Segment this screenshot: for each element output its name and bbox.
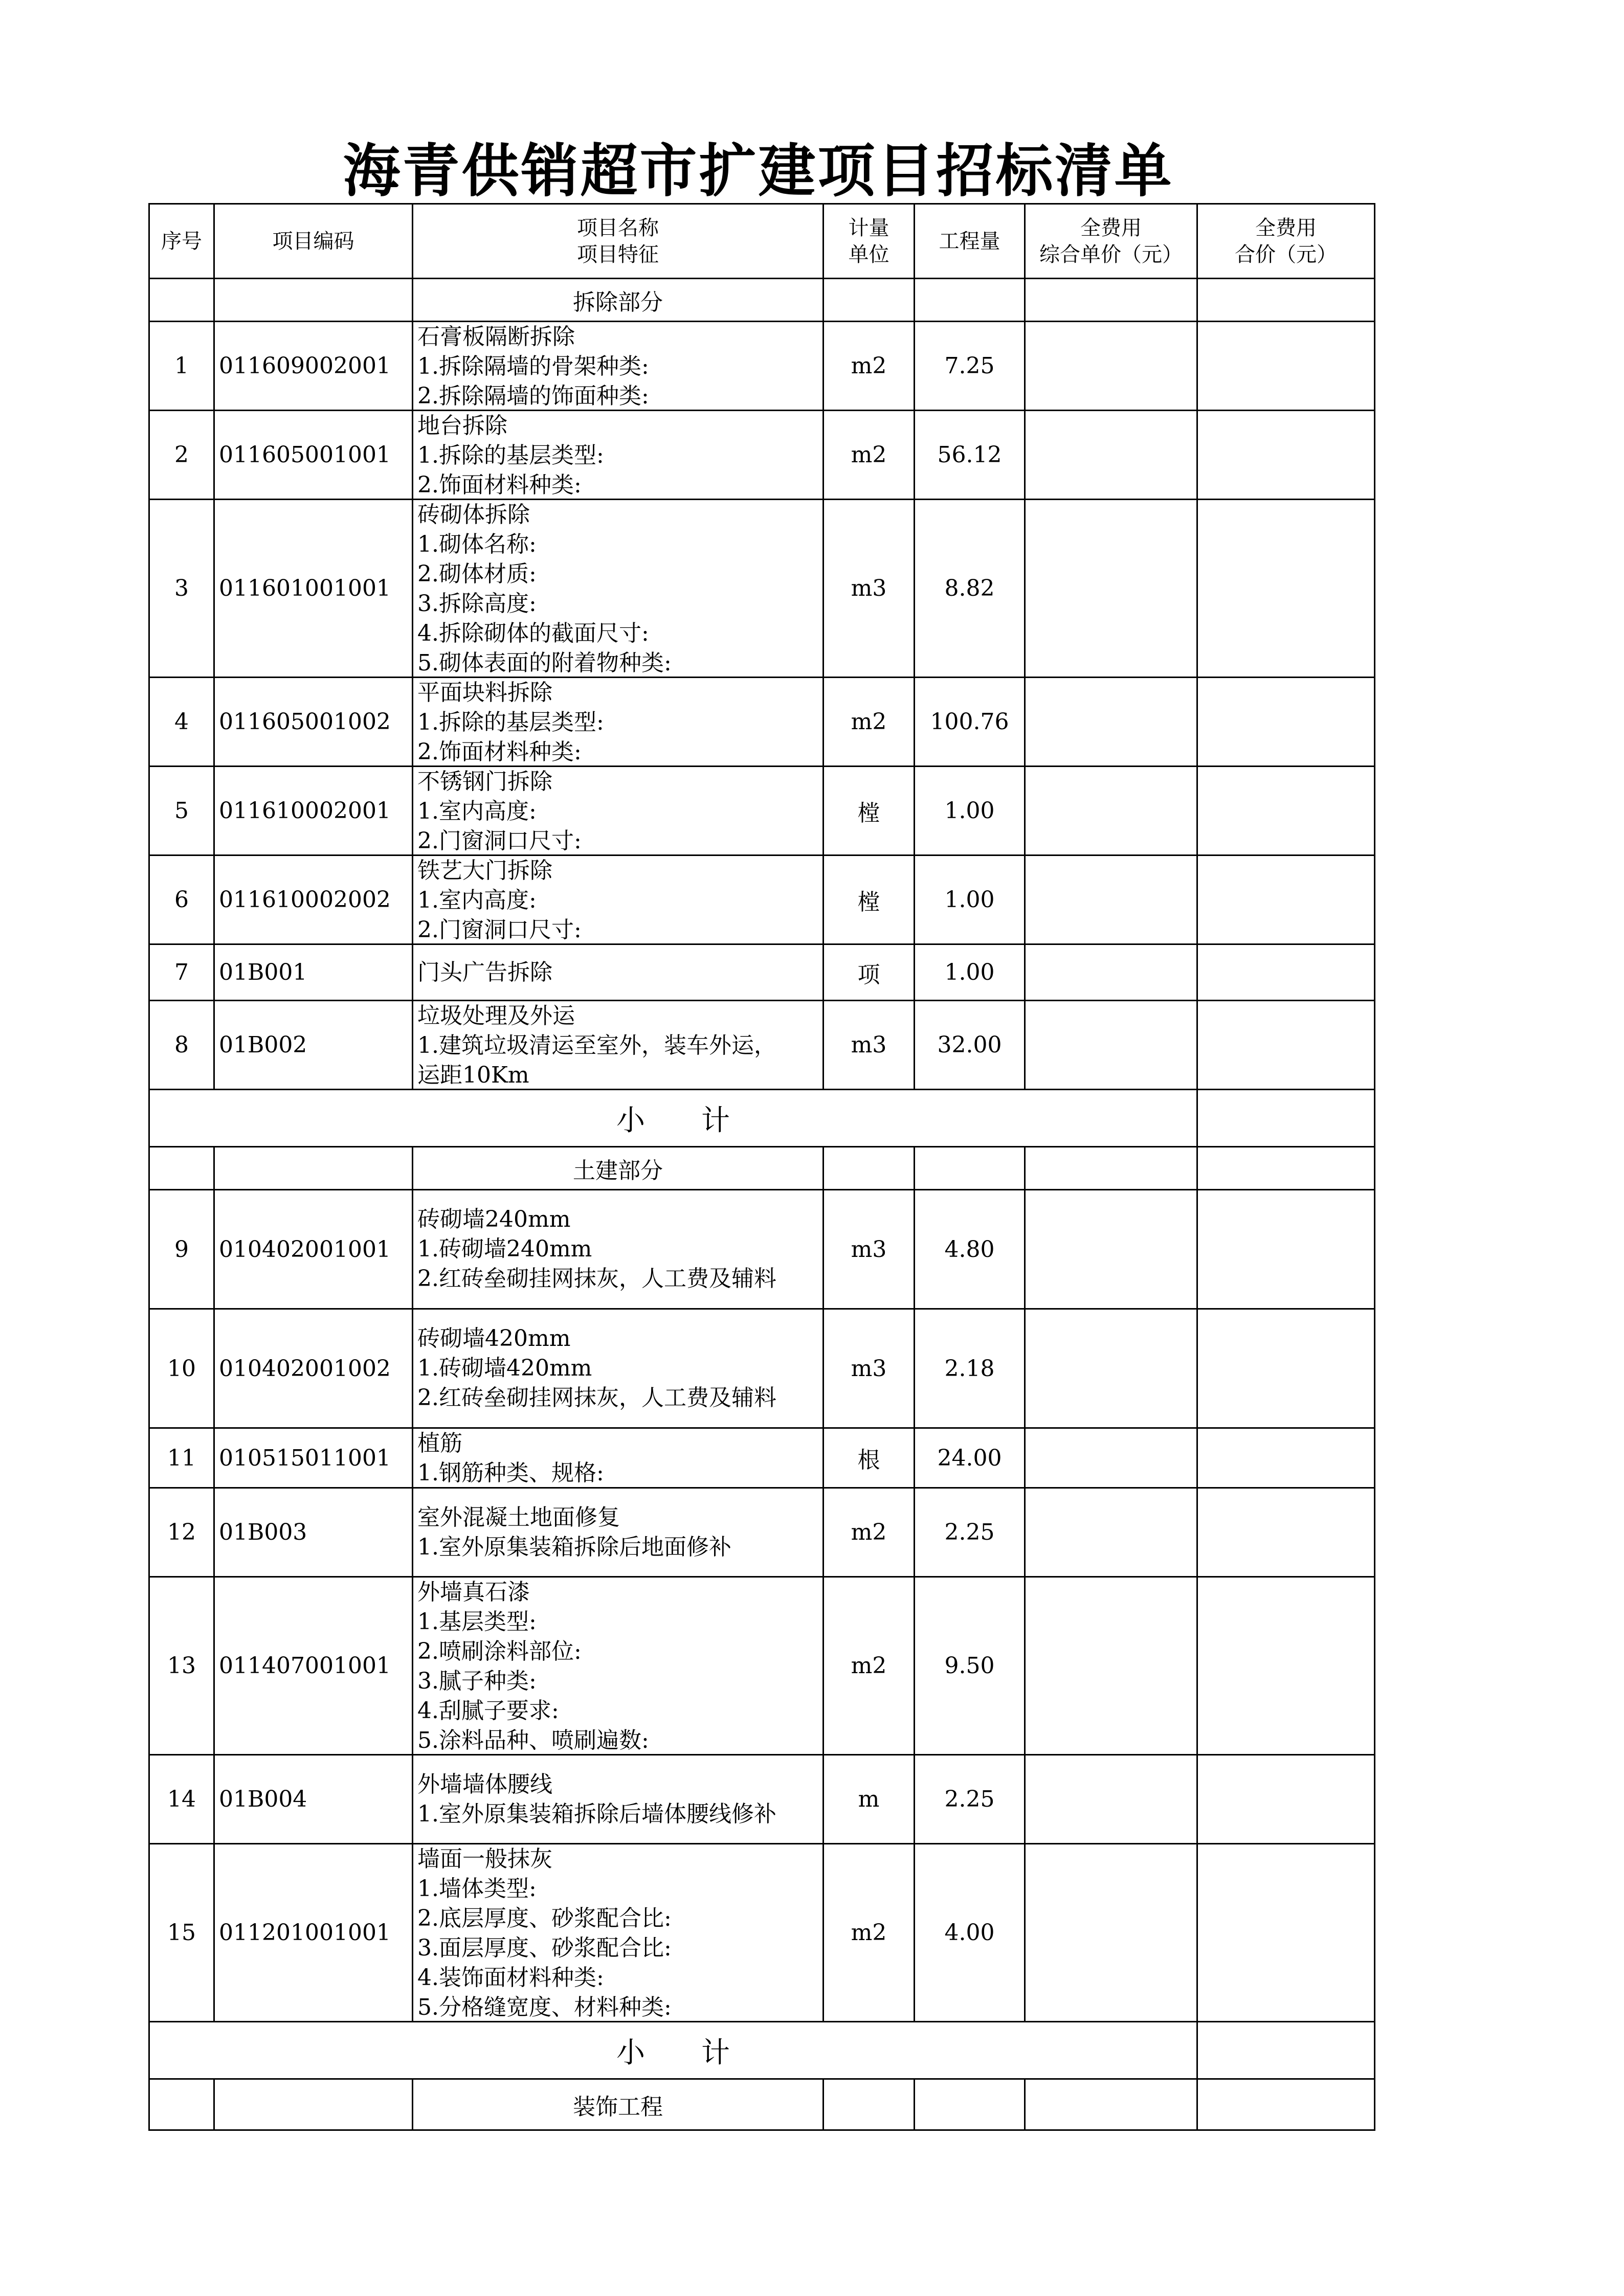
row-seq: 12 xyxy=(149,1488,214,1577)
row-unit: m2 xyxy=(824,322,915,411)
row-unit: m2 xyxy=(824,1488,915,1577)
row-unit-price[interactable] xyxy=(1025,1428,1197,1488)
row-feature: 3.腻子种类: xyxy=(417,1668,537,1694)
row-feature: 1.墙体类型: xyxy=(417,1876,537,1902)
empty-cell xyxy=(214,2079,413,2130)
row-feature: 1.室内高度: xyxy=(417,887,537,913)
row-total[interactable] xyxy=(1197,1001,1375,1090)
row-seq: 6 xyxy=(149,856,214,944)
row-name-clip xyxy=(417,322,822,409)
row-name-features xyxy=(413,322,824,411)
row-qty: 9.50 xyxy=(915,1577,1025,1755)
row-feature: 1.钢筋种类、规格: xyxy=(417,1460,604,1486)
row-unit: m2 xyxy=(824,411,915,500)
table-row xyxy=(149,1309,1375,1428)
table-row xyxy=(149,1755,1375,1844)
subtotal-label-part1: 小 xyxy=(616,1104,645,1137)
row-unit: m3 xyxy=(824,1001,915,1090)
row-qty: 1.00 xyxy=(915,767,1025,856)
row-code: 01B003 xyxy=(214,1488,413,1577)
row-seq: 11 xyxy=(149,1428,214,1488)
row-name: 铁艺大门拆除 xyxy=(417,858,552,884)
subtotal-row xyxy=(149,1090,1375,1147)
row-name-features xyxy=(413,500,824,678)
subtotal-amount xyxy=(1197,1090,1375,1147)
row-feature: 4.装饰面材料种类: xyxy=(417,1965,604,1991)
row-total[interactable] xyxy=(1197,411,1375,500)
row-seq: 2 xyxy=(149,411,214,500)
row-feature: 1.砖砌墙420mm xyxy=(417,1355,592,1381)
header-unit xyxy=(824,204,915,279)
row-qty: 2.25 xyxy=(915,1488,1025,1577)
empty-cell xyxy=(824,2079,915,2130)
table-row xyxy=(149,411,1375,500)
row-name-features xyxy=(413,1577,824,1755)
row-name-features xyxy=(413,1428,824,1488)
row-qty: 100.76 xyxy=(915,678,1025,767)
header-unit-price-line2: 综合单价（元） xyxy=(1039,242,1183,266)
row-feature: 2.饰面材料种类: xyxy=(417,472,582,498)
row-qty: 32.00 xyxy=(915,1001,1025,1090)
row-name-features xyxy=(413,1488,824,1577)
row-name: 外墙真石漆 xyxy=(417,1579,530,1605)
header-seq: 序号 xyxy=(149,204,214,279)
row-feature: 3.面层厚度、砂浆配合比: xyxy=(417,1935,672,1961)
row-code: 010515011001 xyxy=(214,1428,413,1488)
row-name: 垃圾处理及外运 xyxy=(417,1003,575,1029)
row-seq: 4 xyxy=(149,678,214,767)
header-total-line2: 合价（元） xyxy=(1235,242,1337,266)
row-seq: 13 xyxy=(149,1577,214,1755)
subtotal-amount xyxy=(1197,2022,1375,2079)
section-title: 拆除部分 xyxy=(413,279,824,322)
header-name-line1: 项目名称 xyxy=(577,216,659,240)
row-total[interactable] xyxy=(1197,1844,1375,2022)
subtotal-label xyxy=(149,2022,1197,2079)
row-name: 石膏板隔断拆除 xyxy=(417,324,575,350)
row-feature: 1.建筑垃圾清运至室外，装车外运， xyxy=(417,1032,776,1059)
row-feature: 2.红砖垒砌挂网抹灰，人工费及辅料 xyxy=(417,1385,776,1411)
row-feature: 1.室外原集装箱拆除后墙体腰线修补 xyxy=(417,1800,776,1827)
row-name: 墙面一般抹灰 xyxy=(417,1846,552,1872)
row-unit-price[interactable] xyxy=(1025,944,1197,1001)
row-seq: 7 xyxy=(149,944,214,1001)
row-unit: 樘 xyxy=(824,856,915,944)
row-code: 011201001001 xyxy=(214,1844,413,2022)
table-row xyxy=(149,1844,1375,2022)
row-name-features xyxy=(413,1755,824,1844)
empty-cell xyxy=(915,2079,1025,2130)
row-unit-price[interactable] xyxy=(1025,1755,1197,1844)
bid-list-table xyxy=(148,203,1375,2131)
row-feature: 2.喷刷涂料部位: xyxy=(417,1638,582,1664)
row-feature: 3.拆除高度: xyxy=(417,591,537,617)
row-name-features xyxy=(413,1309,824,1428)
empty-cell xyxy=(1025,1147,1197,1190)
empty-cell xyxy=(1197,279,1375,322)
row-feature: 1.拆除的基层类型: xyxy=(417,709,604,735)
row-code: 011605001001 xyxy=(214,411,413,500)
row-name-clip xyxy=(417,500,822,676)
row-unit: m2 xyxy=(824,678,915,767)
subtotal-label-part2: 计 xyxy=(701,2036,730,2069)
row-name-features xyxy=(413,1190,824,1309)
row-qty: 2.18 xyxy=(915,1309,1025,1428)
row-name-features xyxy=(413,944,824,1001)
row-feature: 4.刮腻子要求: xyxy=(417,1698,559,1724)
row-feature: 运距10Km xyxy=(417,1062,529,1088)
row-code: 011601001001 xyxy=(214,500,413,678)
row-code: 010402001002 xyxy=(214,1309,413,1428)
row-name-features xyxy=(413,411,824,500)
row-unit: 项 xyxy=(824,944,915,1001)
row-unit-price[interactable] xyxy=(1025,411,1197,500)
empty-cell xyxy=(1025,279,1197,322)
row-total[interactable] xyxy=(1197,1488,1375,1577)
row-name-clip xyxy=(417,1578,822,1753)
row-feature: 5.涂料品种、喷刷遍数: xyxy=(417,1727,649,1753)
row-name-features xyxy=(413,1844,824,2022)
page-title: 海青供销超市扩建项目招标清单 xyxy=(343,138,1174,205)
row-feature: 2.门窗洞口尺寸: xyxy=(417,828,582,854)
row-name-clip xyxy=(417,1429,822,1487)
subtotal-label-part2: 计 xyxy=(701,1104,730,1137)
row-name: 不锈钢门拆除 xyxy=(417,769,552,795)
row-feature: 1.拆除的基层类型: xyxy=(417,442,604,468)
row-total[interactable] xyxy=(1197,944,1375,1001)
row-qty: 56.12 xyxy=(915,411,1025,500)
row-qty: 8.82 xyxy=(915,500,1025,678)
row-unit-price[interactable] xyxy=(1025,1190,1197,1309)
row-unit: m3 xyxy=(824,1309,915,1428)
row-unit: m3 xyxy=(824,1190,915,1309)
row-unit: m2 xyxy=(824,1577,915,1755)
header-unit-line2: 单位 xyxy=(848,242,889,266)
row-feature: 2.底层厚度、砂浆配合比: xyxy=(417,1905,672,1931)
row-qty: 24.00 xyxy=(915,1428,1025,1488)
header-unit-line1: 计量 xyxy=(848,216,889,240)
row-unit-price[interactable] xyxy=(1025,1001,1197,1090)
table-row xyxy=(149,1190,1375,1309)
row-code: 010402001001 xyxy=(214,1190,413,1309)
row-name: 平面块料拆除 xyxy=(417,680,552,706)
empty-cell xyxy=(1197,1147,1375,1190)
row-feature: 1.室内高度: xyxy=(417,798,537,824)
header-name-line2: 项目特征 xyxy=(577,242,659,266)
row-name-clip xyxy=(417,767,822,854)
subtotal-row xyxy=(149,2022,1375,2079)
empty-cell xyxy=(149,1147,214,1190)
header-unit-price-line1: 全费用 xyxy=(1080,216,1142,240)
row-code: 011609002001 xyxy=(214,322,413,411)
row-feature: 1.拆除隔墙的骨架种类: xyxy=(417,353,649,379)
row-feature: 1.砖砌墙240mm xyxy=(417,1236,592,1262)
section-header-row xyxy=(149,279,1375,322)
empty-cell xyxy=(824,1147,915,1190)
row-name-features xyxy=(413,678,824,767)
row-unit: m3 xyxy=(824,500,915,678)
row-qty: 1.00 xyxy=(915,944,1025,1001)
table-row xyxy=(149,1488,1375,1577)
subtotal-label-part1: 小 xyxy=(616,2036,645,2069)
row-feature: 2.砌体材质: xyxy=(417,561,537,587)
row-feature: 1.基层类型: xyxy=(417,1609,537,1635)
empty-cell xyxy=(1025,2079,1197,2130)
row-name-features xyxy=(413,856,824,944)
row-total[interactable] xyxy=(1197,322,1375,411)
row-name-features xyxy=(413,767,824,856)
row-qty: 1.00 xyxy=(915,856,1025,944)
table-row xyxy=(149,767,1375,856)
row-feature: 2.门窗洞口尺寸: xyxy=(417,917,582,943)
row-total[interactable] xyxy=(1197,678,1375,767)
row-feature: 5.砌体表面的附着物种类: xyxy=(417,650,672,676)
row-name-features xyxy=(413,1001,824,1090)
header-name xyxy=(413,204,824,279)
subtotal-label xyxy=(149,1090,1197,1147)
table-row xyxy=(149,856,1375,944)
table-row xyxy=(149,322,1375,411)
empty-cell xyxy=(149,279,214,322)
row-name-clip xyxy=(417,1844,822,2020)
row-qty: 4.80 xyxy=(915,1190,1025,1309)
row-unit-price[interactable] xyxy=(1025,767,1197,856)
row-name: 室外混凝土地面修复 xyxy=(417,1504,620,1530)
table-header-row xyxy=(149,204,1375,279)
row-code: 011605001002 xyxy=(214,678,413,767)
row-name: 地台拆除 xyxy=(417,413,507,439)
empty-cell xyxy=(824,279,915,322)
row-feature: 1.室外原集装箱拆除后地面修补 xyxy=(417,1534,731,1560)
row-total[interactable] xyxy=(1197,1190,1375,1309)
section-title: 土建部分 xyxy=(413,1147,824,1190)
table-row xyxy=(149,944,1375,1001)
row-total[interactable] xyxy=(1197,1428,1375,1488)
table-row xyxy=(149,500,1375,678)
row-code: 01B002 xyxy=(214,1001,413,1090)
row-name-clip xyxy=(417,411,822,498)
empty-cell xyxy=(915,279,1025,322)
row-total[interactable] xyxy=(1197,500,1375,678)
empty-cell xyxy=(1197,2079,1375,2130)
section-header-row xyxy=(149,2079,1375,2130)
row-name: 门头广告拆除 xyxy=(417,959,552,985)
row-name: 砖砌墙420mm xyxy=(417,1325,571,1352)
row-code: 011610002001 xyxy=(214,767,413,856)
row-unit-price[interactable] xyxy=(1025,1309,1197,1428)
empty-cell xyxy=(149,2079,214,2130)
empty-cell xyxy=(214,1147,413,1190)
row-seq: 14 xyxy=(149,1755,214,1844)
empty-cell xyxy=(214,279,413,322)
row-qty: 2.25 xyxy=(915,1755,1025,1844)
row-name: 砖砌体拆除 xyxy=(417,502,530,528)
row-unit-price[interactable] xyxy=(1025,1577,1197,1755)
row-feature: 2.红砖垒砌挂网抹灰，人工费及辅料 xyxy=(417,1266,776,1292)
row-qty: 7.25 xyxy=(915,322,1025,411)
row-seq: 8 xyxy=(149,1001,214,1090)
row-code: 011407001001 xyxy=(214,1577,413,1755)
row-name: 砖砌墙240mm xyxy=(417,1206,571,1232)
row-unit: m2 xyxy=(824,1844,915,2022)
row-total[interactable] xyxy=(1197,856,1375,944)
row-total[interactable] xyxy=(1197,1577,1375,1755)
row-name-clip xyxy=(417,1001,822,1088)
table-row xyxy=(149,1001,1375,1090)
table-row xyxy=(149,1577,1375,1755)
row-feature: 4.拆除砌体的截面尺寸: xyxy=(417,620,649,646)
section-title: 装饰工程 xyxy=(413,2079,824,2130)
row-unit-price[interactable] xyxy=(1025,1844,1197,2022)
row-code: 01B001 xyxy=(214,944,413,1001)
row-total[interactable] xyxy=(1197,1755,1375,1844)
row-unit-price[interactable] xyxy=(1025,322,1197,411)
row-seq: 10 xyxy=(149,1309,214,1428)
row-name-clip xyxy=(417,678,822,765)
row-feature: 2.饰面材料种类: xyxy=(417,739,582,765)
row-name: 外墙墙体腰线 xyxy=(417,1771,552,1797)
header-code: 项目编码 xyxy=(214,204,413,279)
row-seq: 5 xyxy=(149,767,214,856)
row-seq: 3 xyxy=(149,500,214,678)
row-feature: 1.砌体名称: xyxy=(417,531,537,557)
header-unit-price xyxy=(1025,204,1197,279)
row-seq: 9 xyxy=(149,1190,214,1309)
header-qty: 工程量 xyxy=(915,204,1025,279)
row-unit-price[interactable] xyxy=(1025,856,1197,944)
row-code: 011610002002 xyxy=(214,856,413,944)
row-unit: 樘 xyxy=(824,767,915,856)
row-name: 植筋 xyxy=(417,1430,462,1456)
row-feature: 2.拆除隔墙的饰面种类: xyxy=(417,383,649,409)
row-total[interactable] xyxy=(1197,767,1375,856)
row-total[interactable] xyxy=(1197,1309,1375,1428)
row-unit-price[interactable] xyxy=(1025,1488,1197,1577)
table-row xyxy=(149,1428,1375,1488)
row-name-clip xyxy=(417,856,822,943)
row-feature: 5.分格缝宽度、材料种类: xyxy=(417,1994,672,2020)
row-seq: 1 xyxy=(149,322,214,411)
header-total-line1: 全费用 xyxy=(1255,216,1317,240)
row-seq: 15 xyxy=(149,1844,214,2022)
row-unit-price[interactable] xyxy=(1025,500,1197,678)
table-row xyxy=(149,678,1375,767)
empty-cell xyxy=(915,1147,1025,1190)
row-unit: 根 xyxy=(824,1428,915,1488)
row-code: 01B004 xyxy=(214,1755,413,1844)
header-total xyxy=(1197,204,1375,279)
row-unit-price[interactable] xyxy=(1025,678,1197,767)
section-header-row xyxy=(149,1147,1375,1190)
row-unit: m xyxy=(824,1755,915,1844)
row-qty: 4.00 xyxy=(915,1844,1025,2022)
